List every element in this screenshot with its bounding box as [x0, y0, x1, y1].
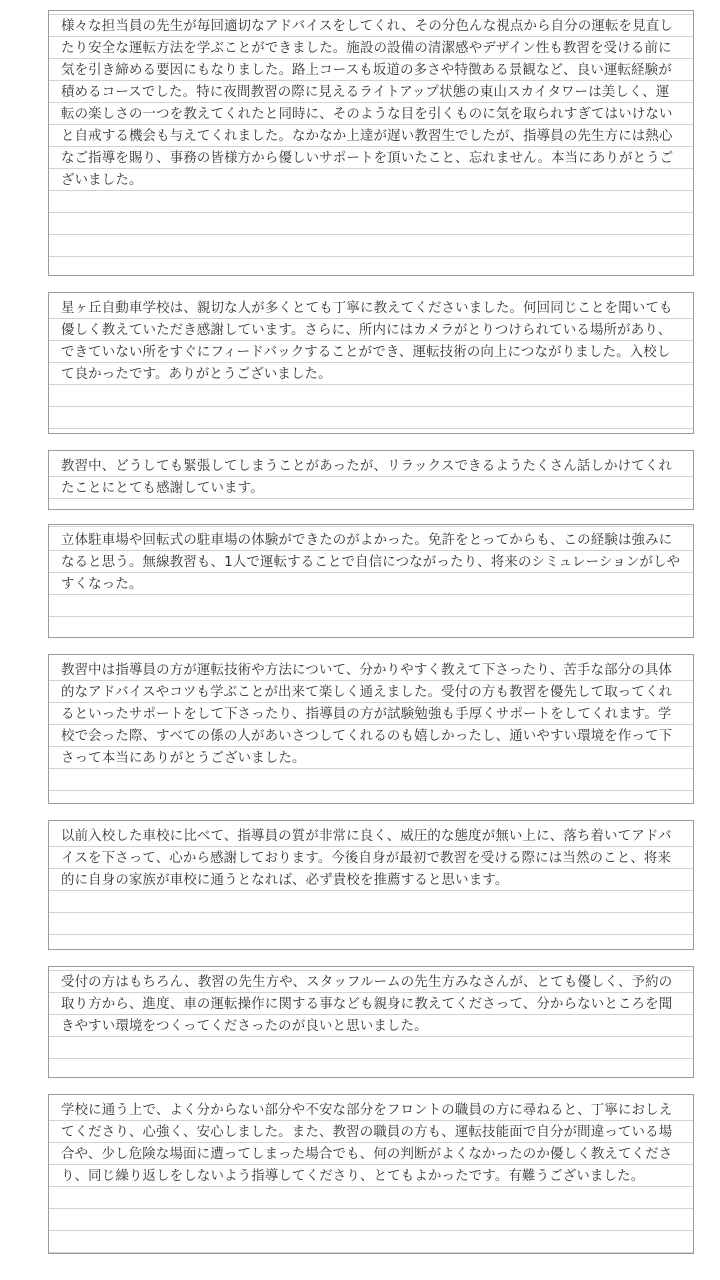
testimonial-card — [48, 654, 694, 804]
testimonial-text: 学校に通う上で、よく分からない部分や不安な部分をフロントの職員の方に尋ねると、丁寧におしえてくださり、心強く、安心しました。また、教習の職員の方も、運転技能面で自分が間違っている場合や、少し危険な場面に遭ってしまった場合でも、何の判断がよくなかったのか優しく教えてくださり、同じ繰り返しをしないよう指導してくださり、とてもよかったです。有難うございました。 — [61, 1103, 673, 1184]
testimonial-card — [48, 820, 694, 950]
testimonial-text: 受付の方はもちろん、教習の先生方や、スタッフルームの先生方みなさんが、とても優しく、予約の取り方から、進度、車の運転操作に関する事なども親身に教えてくださって、分からないところを聞きやすい環境をつくってくださったのが良いと思いました。 — [61, 975, 673, 1034]
testimonial-card — [48, 10, 694, 276]
testimonial-card — [48, 450, 694, 510]
testimonial-text: 星ヶ丘自動車学校は、親切な人が多くとても丁寧に教えてくださいました。何回同じことを聞いても優しく教えていただき感謝しています。さらに、所内にはカメラがとりつけられている場所があり、できていない所をすぐにフィードバックすることができ、運転技術の向上につながりました。入校して良かったです。ありがとうございました。 — [61, 301, 673, 382]
testimonial-text: 様々な担当員の先生が毎回適切なアドバイスをしてくれ、その分色んな視点から自分の運転を見直したり安全な運転方法を学ぶことができました。施設の設備の清潔感やデザイン性も教習を受ける前に気を引き締める要因にもなりました。路上コースも坂道の多さや特徴ある景観など、良い運転経験が積めるコースでした。特に夜間教習の際に見えるライトアップ状態の東山スカイタワーは美しく、運転の楽しさの一つを教えてくれたと同時に、そのような目を引くものに気を取られすぎてはいけないと自戒する機会も与えてくれました。なかなか上達が遅い教習生でしたが、指導員の先生方には熱心なご指導を賜り、事務の皆様方から優しいサポートを頂いたこと、忘れません。本当にありがとうございました。 — [61, 19, 674, 188]
testimonial-text: 教習中、どうしても緊張してしまうことがあったが、リラックスできるようたくさん話しかけてくれたことにとても感謝しています。 — [61, 459, 673, 496]
testimonial-card — [48, 1094, 694, 1254]
testimonial-text: 立体駐車場や回転式の駐車場の体験ができたのがよかった。免許をとってからも、この経験は強みになると思う。無線教習も、1人で運転することで自信につながったり、将来のシミュレーションがしやすくなった。 — [61, 533, 681, 592]
testimonial-text: 以前入校した車校に比べて、指導員の質が非常に良く、威圧的な態度が無い上に、落ち着いてアドバイスを下さって、心から感謝しております。今後自身が最初で教習を受ける際には当然のこと、将来的に自身の家族が車校に通うとなれば、必ず貴校を推薦すると思います。 — [61, 829, 672, 888]
testimonial-text: 教習中は指導員の方が運転技術や方法について、分かりやすく教えて下さったり、苦手な部分の具体的なアドバイスやコツも学ぶことが出来て楽しく通えました。受付の方も教習を優先して取ってくれるといったサポートをして下さったり、指導員の方が試験勉強も手厚くサポートをしてくれます。学校で会った際、すべての係の人があいさつしてくれるのも嬉しかったし、通いやすい環境を作って下さって本当にありがとうございました。 — [61, 663, 673, 766]
testimonial-card — [48, 966, 694, 1078]
testimonial-card — [48, 524, 694, 638]
testimonial-card — [48, 292, 694, 434]
